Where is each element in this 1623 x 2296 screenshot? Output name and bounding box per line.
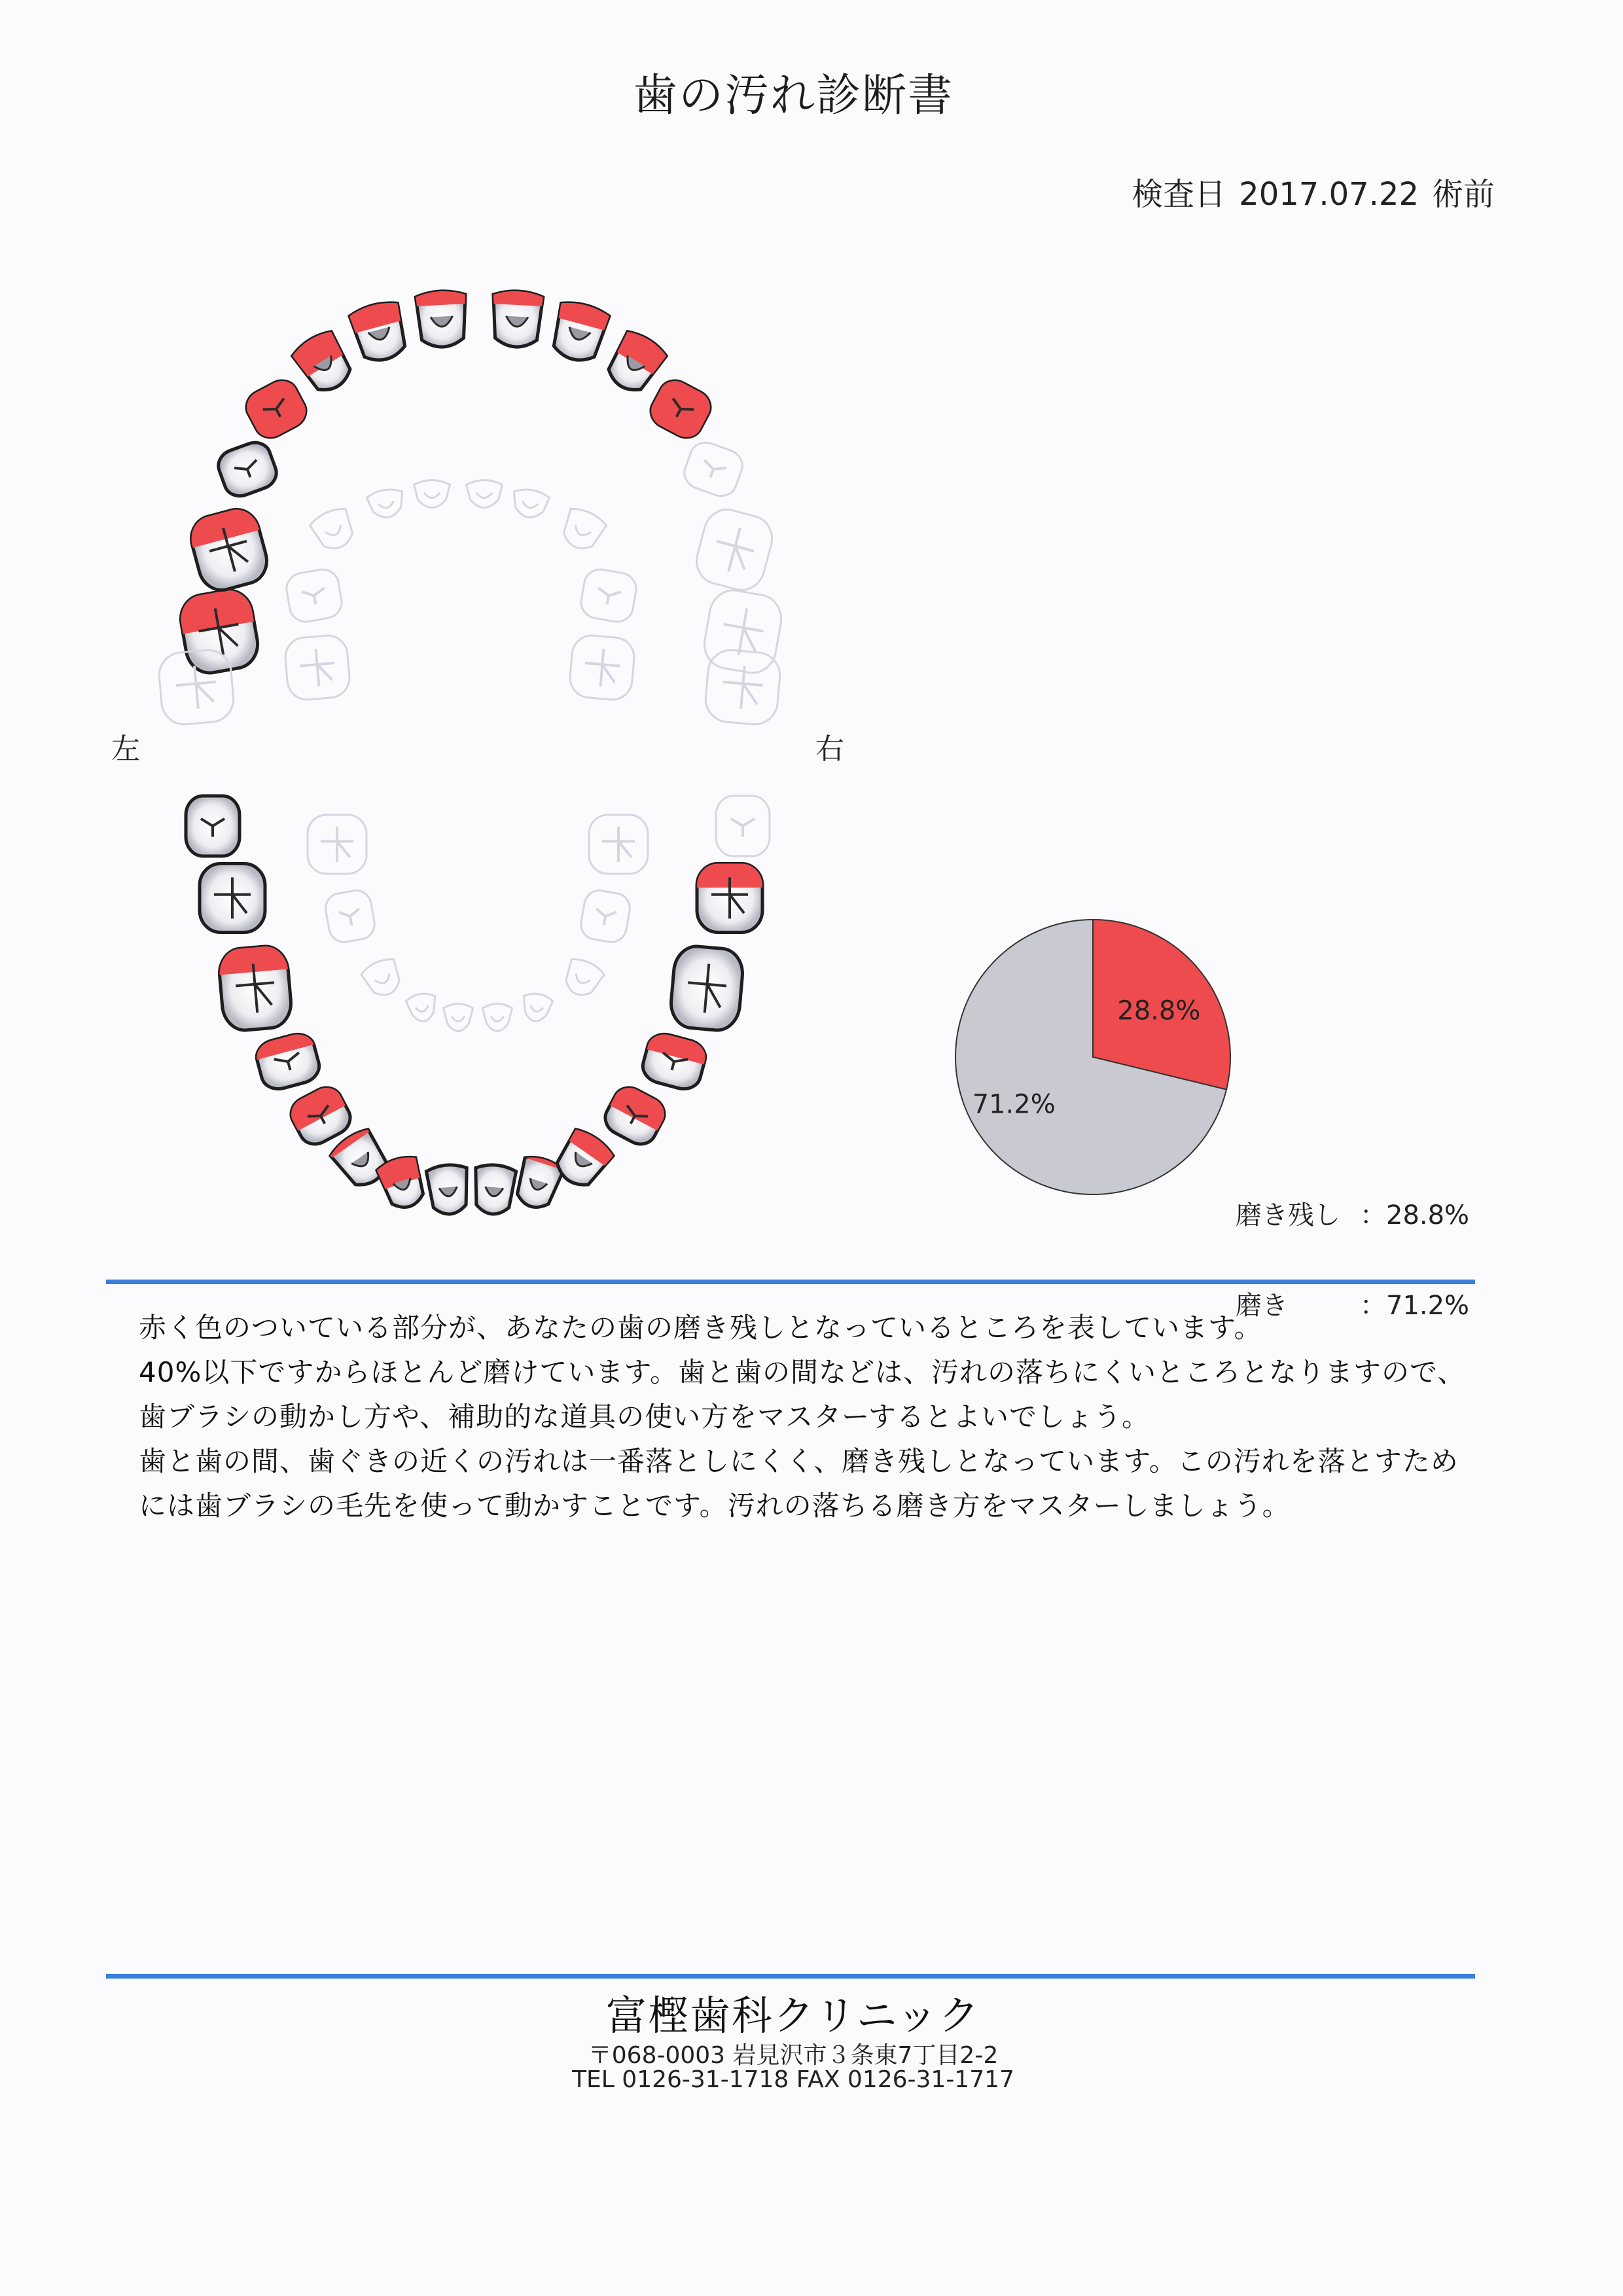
exam-phase: 術前 bbox=[1431, 176, 1495, 213]
document-title: 歯の汚れ診断書 bbox=[632, 70, 954, 122]
lower-faint-3 bbox=[589, 815, 648, 874]
exam-info bbox=[1118, 169, 1495, 214]
upper-faint-4 bbox=[704, 648, 781, 726]
upper-faint-14 bbox=[284, 634, 351, 702]
legend-row-plaque bbox=[1236, 1200, 1469, 1230]
lower-faint-1 bbox=[716, 796, 770, 856]
upper-faint-8 bbox=[467, 480, 503, 508]
upper-faint-15 bbox=[569, 634, 636, 702]
left-side-label: 左 bbox=[111, 732, 140, 766]
description-line-3: 歯と歯の間、歯ぐきの近くの汚れは一番落としにくく、磨き残しとなっています。この汚れを落とすためには歯ブラシの毛先を使って動かすことです。汚れの落ちる磨き方をマスターしましょう。 bbox=[139, 1445, 1459, 1522]
lower-faint-5 bbox=[579, 888, 632, 944]
upper-faint-1 bbox=[680, 438, 747, 501]
lower-tooth-2 bbox=[200, 864, 265, 933]
upper-faint-9 bbox=[510, 487, 550, 520]
upper-tooth-3 bbox=[214, 438, 281, 501]
exam-label: 検査日 bbox=[1132, 176, 1226, 213]
upper-faint-10 bbox=[308, 505, 359, 555]
pie-label-0: 28.8% bbox=[1117, 996, 1201, 1026]
description-line-2: 40%以下ですからほとんど磨けています。歯と歯の間などは、汚れの落ちにくいところとなりますので、歯ブラシの動かし方や、補助的な道具の使い方をマスターするとよいでしょう。 bbox=[139, 1356, 1466, 1433]
lower-faint-9 bbox=[444, 1004, 473, 1031]
clinic-phone: TEL 0126-31-1718 FAX 0126-31-1717 bbox=[572, 2066, 1014, 2093]
pie-label-1: 71.2% bbox=[972, 1089, 1056, 1120]
upper-tooth-9 bbox=[548, 298, 611, 366]
lower-faint-7 bbox=[559, 955, 606, 1001]
description-line-1: 赤く色のついている部分が、あなたの歯の磨き残しとなっているところを表しています。 bbox=[139, 1312, 1262, 1344]
legend-key-brushed: 磨き bbox=[1236, 1291, 1288, 1321]
upper-faint-2 bbox=[691, 505, 777, 595]
upper-tooth-6 bbox=[348, 298, 411, 366]
lower-tooth-9 bbox=[472, 1163, 516, 1215]
legend-key-plaque: 磨き残し bbox=[1236, 1200, 1340, 1230]
right-side-label: 右 bbox=[815, 732, 844, 766]
lower-tooth-14 bbox=[669, 944, 744, 1032]
lower-faint-6 bbox=[359, 955, 406, 1001]
lower-faint-2 bbox=[308, 815, 366, 874]
upper-tooth-10 bbox=[601, 327, 669, 398]
lower-tooth-12 bbox=[599, 1082, 669, 1150]
lower-faint-11 bbox=[520, 992, 554, 1024]
lower-faint-4 bbox=[323, 888, 377, 944]
clinic-name: 富樫歯科クリニック bbox=[605, 1992, 981, 2039]
upper-tooth-2 bbox=[186, 505, 272, 595]
upper-faint-3 bbox=[700, 586, 785, 676]
upper-tooth-4 bbox=[241, 375, 311, 443]
upper-faint-13 bbox=[579, 567, 639, 624]
upper-faint-11 bbox=[557, 505, 608, 555]
lower-tooth-13 bbox=[639, 1030, 709, 1093]
lower-tooth-4 bbox=[253, 1030, 323, 1093]
upper-faint-7 bbox=[414, 480, 450, 508]
bottom-divider bbox=[106, 1974, 1475, 1979]
upper-tooth-11 bbox=[645, 375, 715, 443]
lower-tooth-3 bbox=[217, 944, 293, 1032]
clinic-address: 〒068-0003 岩見沢市３条東7丁目2-2 bbox=[588, 2042, 999, 2069]
lower-tooth-8 bbox=[426, 1163, 471, 1215]
description bbox=[139, 1306, 1467, 1528]
lower-tooth-1 bbox=[186, 796, 240, 856]
upper-faint-12 bbox=[284, 567, 344, 624]
lower-faint-10 bbox=[483, 1004, 512, 1031]
upper-tooth-8 bbox=[491, 289, 543, 348]
top-divider bbox=[106, 1280, 1475, 1284]
upper-tooth-1 bbox=[177, 586, 261, 676]
upper-tooth-5 bbox=[290, 327, 358, 398]
upper-tooth-7 bbox=[416, 289, 468, 348]
lower-faint-8 bbox=[405, 992, 439, 1024]
legend-value-brushed: ：71.2% bbox=[1360, 1291, 1470, 1321]
lower-tooth-15 bbox=[697, 864, 762, 933]
legend-value-plaque: ：28.8% bbox=[1360, 1200, 1470, 1230]
dental-chart bbox=[151, 255, 818, 1237]
upper-faint-6 bbox=[366, 487, 406, 520]
exam-date: 2017.07.22 bbox=[1239, 176, 1419, 213]
